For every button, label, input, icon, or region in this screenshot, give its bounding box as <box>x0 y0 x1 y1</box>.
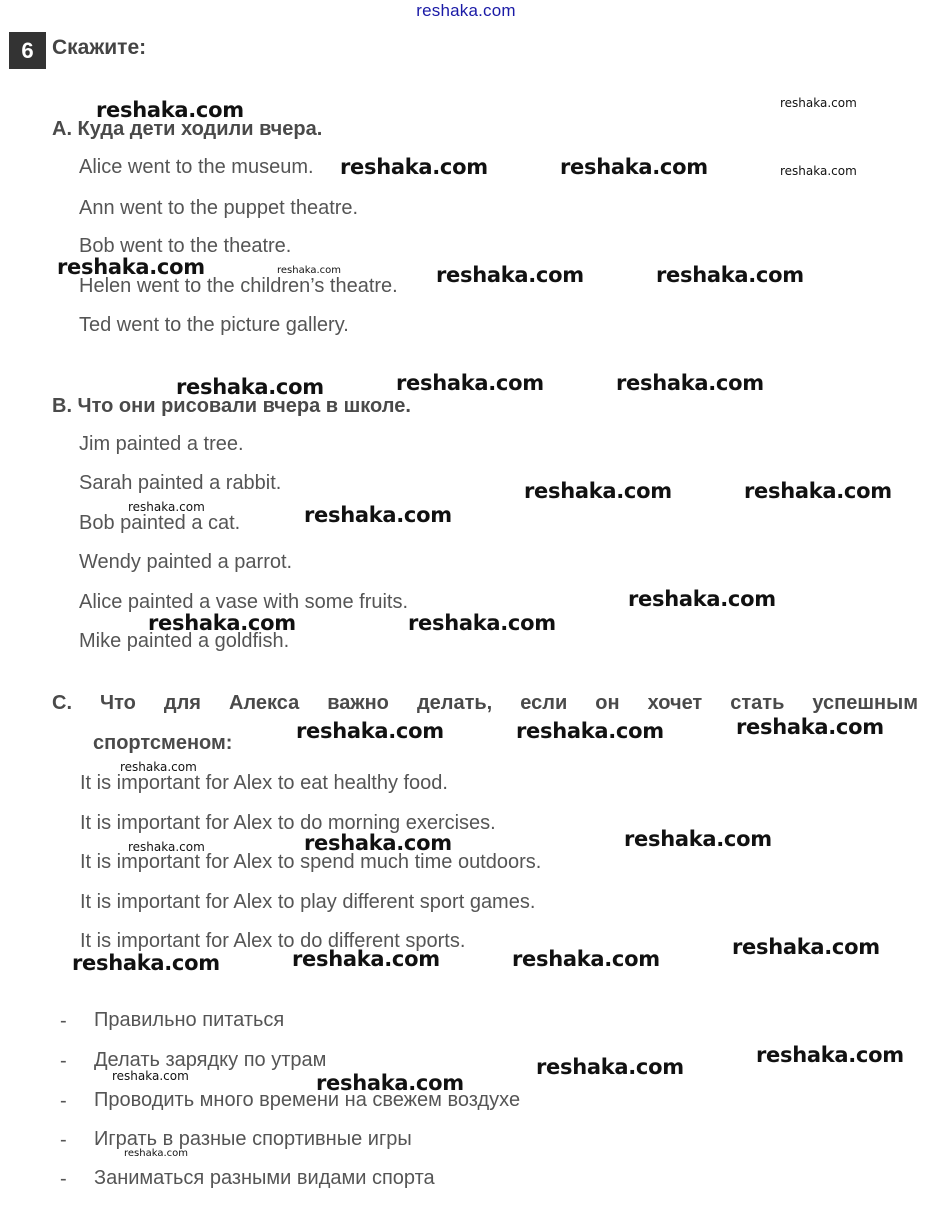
watermark: reshaka.com <box>744 479 892 503</box>
watermark: reshaka.com <box>624 827 772 851</box>
section-c-title-word: важно <box>327 692 389 714</box>
watermark: reshaka.com <box>560 155 708 179</box>
section-b-item: Mike painted a goldfish. <box>79 630 290 652</box>
watermark: reshaka.com <box>304 831 452 855</box>
section-a-item: Ted went to the picture gallery. <box>79 314 349 336</box>
watermark: reshaka.com <box>148 611 296 635</box>
section-c-title-word: Алекса <box>228 692 300 714</box>
watermark: reshaka.com <box>277 265 341 276</box>
section-c-title-word: хочет <box>647 692 703 714</box>
section-c-title-word: если <box>520 692 568 714</box>
section-c-item: It is important for Alex to eat healthy food. <box>80 772 448 794</box>
section-a-item: Helen went to the children’s theatre. <box>79 275 398 297</box>
watermark: reshaka.com <box>340 155 488 179</box>
section-c-title-word: делать, <box>416 692 493 714</box>
section-c-title <box>52 692 918 715</box>
section-c-title-word: стать <box>730 692 785 714</box>
watermark: reshaka.com <box>57 255 205 279</box>
section-c-title-word: для <box>163 692 201 714</box>
translation-item: Заниматься разными видами спорта <box>94 1167 435 1189</box>
task-title: Скажите: <box>52 36 147 59</box>
top-watermark: reshaka.com <box>416 1 516 20</box>
watermark: reshaka.com <box>756 1043 904 1067</box>
watermark: reshaka.com <box>536 1055 684 1079</box>
section-a-item: Bob went to the theatre. <box>79 235 292 257</box>
section-b-item: Wendy painted a parrot. <box>79 551 293 573</box>
watermark: reshaka.com <box>176 375 324 399</box>
section-b-item: Sarah painted a rabbit. <box>79 472 282 494</box>
section-b-item: Alice painted a vase with some fruits. <box>79 591 409 613</box>
section-c-item: It is important for Alex to spend much time outdoors. <box>80 851 542 873</box>
section-b-title: B. Что они рисовали вчера в школе. <box>52 395 411 417</box>
section-a-item: Ann went to the puppet theatre. <box>79 197 359 219</box>
watermark: reshaka.com <box>292 947 440 971</box>
task-number-badge: 6 <box>9 32 46 69</box>
list-bullet: - <box>60 1090 67 1112</box>
watermark: reshaka.com <box>396 371 544 395</box>
section-b-item: Bob painted a cat. <box>79 512 241 534</box>
watermark: reshaka.com <box>780 96 857 110</box>
watermark: reshaka.com <box>72 951 220 975</box>
watermark: reshaka.com <box>128 840 205 854</box>
watermark: reshaka.com <box>408 611 556 635</box>
translation-item: Проводить много времени на свежем воздухе <box>94 1089 521 1111</box>
watermark: reshaka.com <box>436 263 584 287</box>
translation-item: Играть в разные спортивные игры <box>94 1128 412 1150</box>
watermark: reshaka.com <box>732 935 880 959</box>
section-c-item: It is important for Alex to do morning exercises. <box>80 812 496 834</box>
section-c-title-word: Что <box>100 692 136 714</box>
watermark: reshaka.com <box>96 98 244 122</box>
watermark: reshaka.com <box>304 503 452 527</box>
watermark: reshaka.com <box>780 164 857 178</box>
watermark: reshaka.com <box>512 947 660 971</box>
watermark: reshaka.com <box>524 479 672 503</box>
section-c-title-word: он <box>595 692 620 714</box>
translation-item: Правильно питаться <box>94 1009 285 1031</box>
section-c-item: It is important for Alex to do different sports. <box>80 930 466 952</box>
watermark: reshaka.com <box>616 371 764 395</box>
list-bullet: - <box>60 1168 67 1190</box>
list-bullet: - <box>60 1010 67 1032</box>
section-b-item: Jim painted a tree. <box>79 433 244 455</box>
watermark: reshaka.com <box>736 715 884 739</box>
list-bullet: - <box>60 1050 67 1072</box>
translation-item: Делать зарядку по утрам <box>94 1049 327 1071</box>
section-a-title: A. Куда дети ходили вчера. <box>52 118 323 140</box>
watermark: reshaka.com <box>516 719 664 743</box>
section-c-title-word: C. <box>52 692 72 714</box>
section-c-item: It is important for Alex to play different sport games. <box>80 891 536 913</box>
section-c-title-word: успешным <box>812 692 918 714</box>
watermark: reshaka.com <box>128 500 205 514</box>
watermark: reshaka.com <box>296 719 444 743</box>
watermark: reshaka.com <box>656 263 804 287</box>
watermark: reshaka.com <box>120 760 197 774</box>
section-c-title-line2: спортсменом: <box>93 732 233 754</box>
section-a-item: Alice went to the museum. <box>79 156 314 178</box>
watermark: reshaka.com <box>316 1071 464 1095</box>
list-bullet: - <box>60 1129 67 1151</box>
watermark: reshaka.com <box>124 1148 188 1159</box>
watermark: reshaka.com <box>112 1069 189 1083</box>
watermark: reshaka.com <box>628 587 776 611</box>
